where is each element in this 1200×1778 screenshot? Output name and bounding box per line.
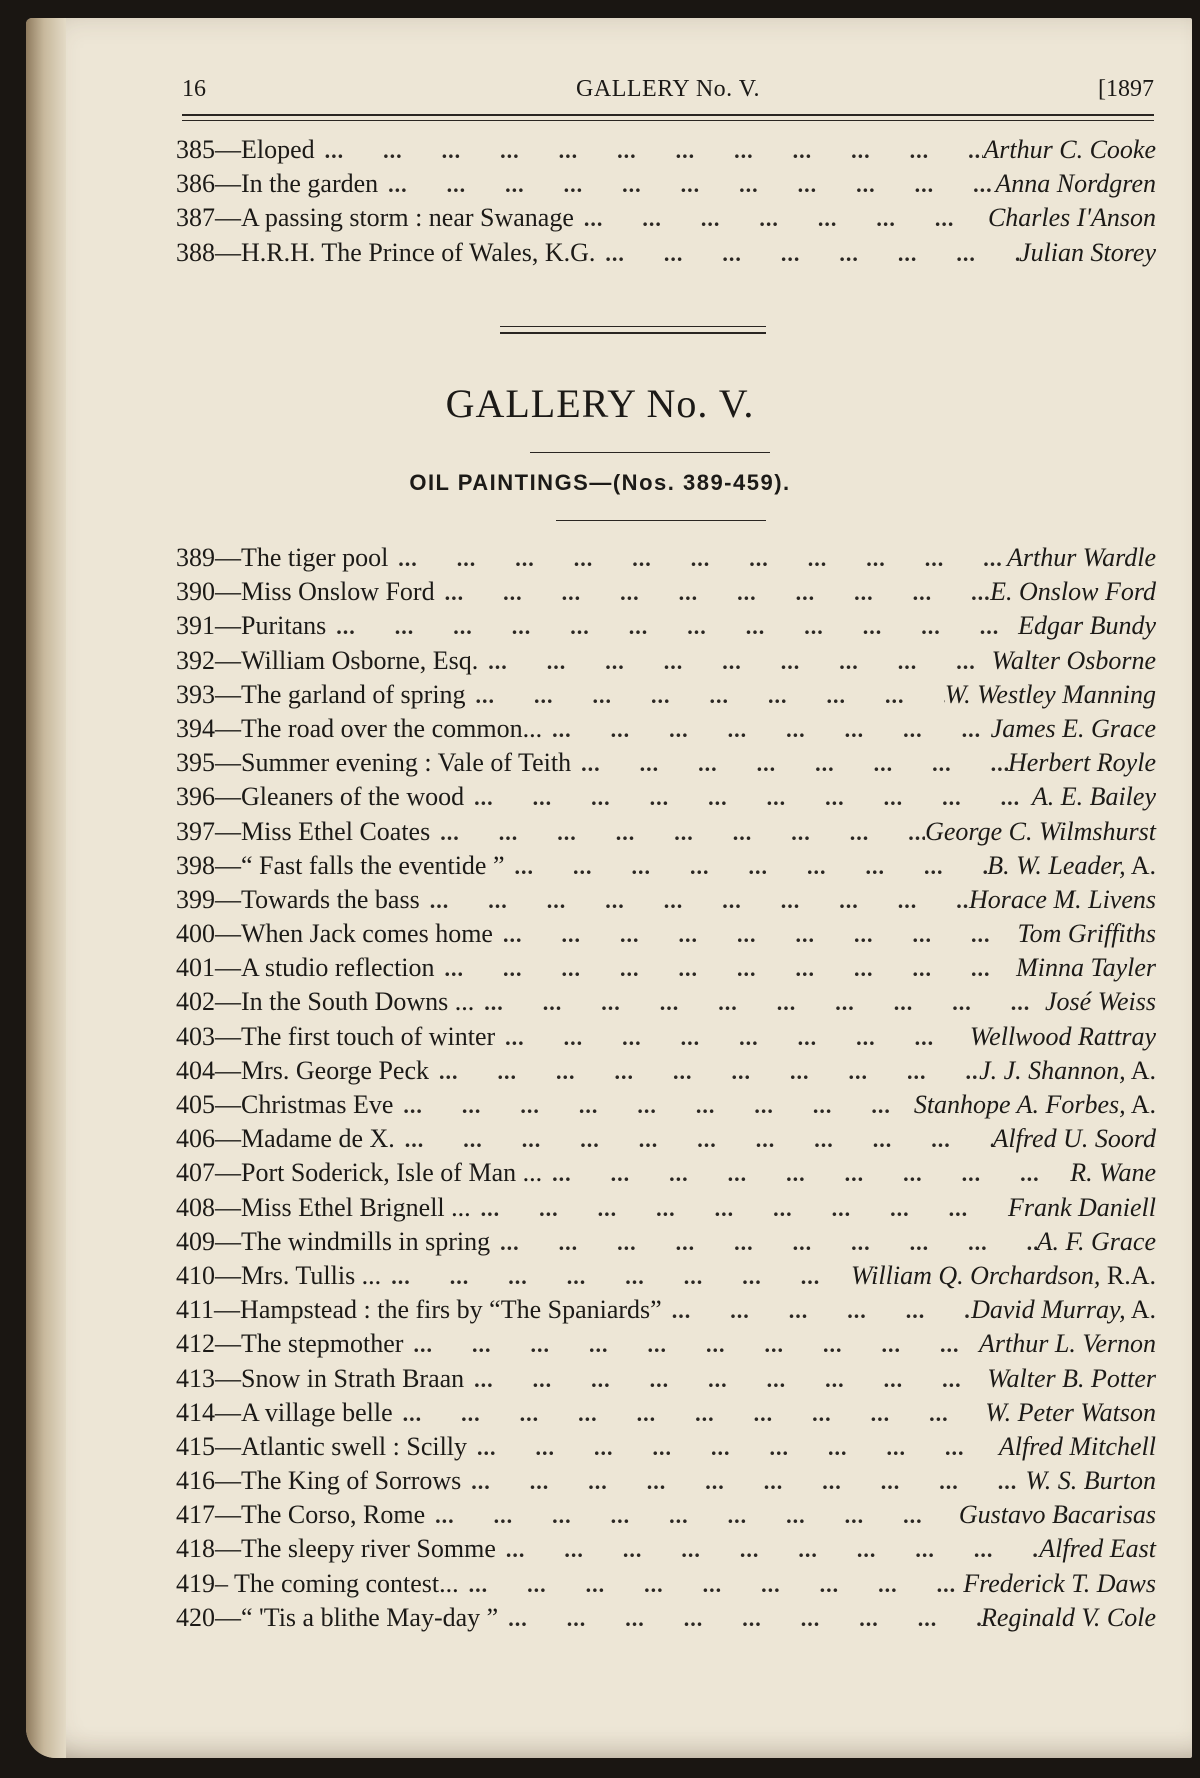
catalogue-entry	[176, 1295, 1156, 1329]
entry-artist	[1039, 1534, 1156, 1564]
dot-leader	[381, 1264, 851, 1290]
catalogue-entry	[176, 885, 1156, 919]
entry-number: 407	[176, 1158, 215, 1188]
entry-title: —Miss Ethel Brignell ...	[215, 1192, 471, 1222]
catalogue-entry	[176, 919, 1156, 953]
dot-leader	[571, 751, 1008, 777]
artist-name: Julian Storey	[1019, 237, 1156, 267]
artist-name: E. Onslow Ford	[990, 577, 1156, 607]
catalogue-entry	[176, 646, 1156, 680]
dot-leader	[542, 1161, 1070, 1187]
entry-artist	[1018, 919, 1156, 949]
dot-leader	[464, 1367, 987, 1393]
entry-artist	[1032, 782, 1156, 812]
entry-number: 420	[176, 1602, 215, 1632]
catalogue-entry	[176, 1124, 1156, 1158]
dot-leader	[425, 1503, 959, 1529]
entry-number: 399	[176, 884, 215, 914]
page-gutter	[26, 18, 66, 1758]
header-year: [1897	[1098, 76, 1154, 102]
entry-title: —Gleaners of the wood	[215, 782, 465, 812]
dot-leader	[474, 990, 1045, 1016]
dot-leader	[471, 1196, 1008, 1222]
artist-name: Alfred East	[1039, 1534, 1156, 1564]
gallery-title: GALLERY No. V.	[445, 381, 755, 426]
running-title: GALLERY No. V.	[576, 76, 760, 102]
entry-number: 401	[176, 953, 215, 983]
dot-leader	[459, 1572, 964, 1598]
artist-name: W. Peter Watson	[985, 1397, 1156, 1427]
dot-leader	[435, 956, 1017, 982]
entry-artist	[1070, 1158, 1156, 1188]
entry-artist	[981, 1603, 1156, 1633]
artist-name: Frank Daniell	[1007, 1192, 1156, 1222]
entry-artist	[1008, 1193, 1156, 1223]
entry-title: —Mrs. George Peck	[215, 1055, 429, 1085]
artist-name: Walter Osborne	[991, 645, 1156, 675]
dot-leader	[420, 888, 969, 914]
entry-artist	[987, 1364, 1156, 1394]
entry-title: —Christmas Eve	[215, 1090, 394, 1119]
entry-artist	[1018, 611, 1156, 641]
dot-leader	[595, 241, 1019, 267]
catalogue-entry	[176, 543, 1156, 577]
entry-artist	[971, 1295, 1156, 1325]
entry-artist	[979, 1056, 1156, 1086]
entry-title: —The King of Sorrows	[215, 1466, 462, 1496]
entry-number: 410	[176, 1260, 215, 1290]
artist-name: José Weiss	[1045, 987, 1156, 1017]
catalogue-entry	[176, 953, 1156, 987]
entry-title: —A passing storm : near Swanage	[215, 203, 574, 233]
entry-number: 405	[176, 1090, 215, 1119]
paintings-list	[176, 543, 1156, 1637]
artist-name: Reginald V. Cole	[980, 1602, 1156, 1632]
entry-title: – The coming contest...	[215, 1568, 459, 1598]
entry-number: 402	[176, 987, 215, 1017]
artist-name: Edgar Bundy	[1018, 611, 1156, 641]
dot-leader	[498, 1606, 981, 1632]
catalogue-entry	[176, 1193, 1156, 1227]
catalogue-entry	[176, 748, 1156, 782]
entry-artist	[1007, 543, 1156, 573]
entry-artist	[1026, 1466, 1157, 1496]
dot-leader	[461, 1469, 1025, 1495]
entry-number: 403	[176, 1021, 215, 1051]
artist-name: Alfred Mitchell	[998, 1431, 1156, 1461]
entry-number: 391	[176, 611, 215, 641]
entry-artist	[851, 1261, 1156, 1291]
catalogue-entry	[176, 1534, 1156, 1568]
catalogue-entry	[176, 1158, 1156, 1192]
catalogue-entry	[176, 714, 1156, 748]
entry-number: 392	[176, 645, 215, 675]
entry-artist	[969, 885, 1156, 915]
entry-artist	[1045, 987, 1156, 1017]
catalogue-entry	[176, 1432, 1156, 1466]
artist-name: W. Westley Manning	[944, 679, 1156, 709]
entry-title: —Summer evening : Vale of Teith	[215, 748, 572, 778]
artist-name: W. S. Burton	[1025, 1466, 1156, 1496]
artist-suffix: A.	[1125, 850, 1156, 880]
section-rule	[556, 520, 766, 521]
catalogue-entry	[176, 1398, 1156, 1432]
entry-artist	[1008, 748, 1156, 778]
dot-leader	[326, 614, 1018, 640]
page-number: 16	[182, 76, 206, 102]
entry-number: 411	[176, 1295, 215, 1325]
entry-title: —The Corso, Rome	[215, 1500, 426, 1530]
entry-title: —Hampstead : the firs by “The Spaniards”	[214, 1295, 662, 1325]
entry-title: —H.R.H. The Prince of Wales, K.G.	[215, 237, 596, 267]
entry-title: —A village belle	[215, 1397, 393, 1427]
artist-name: A. F. Grace	[1036, 1226, 1156, 1256]
entry-artist	[988, 203, 1156, 233]
entry-number: 419	[176, 1568, 215, 1598]
entry-title: —Snow in Strath Braan	[215, 1363, 465, 1393]
entry-artist	[979, 1329, 1156, 1359]
entry-number: 396	[176, 782, 215, 812]
entry-title: —A studio reflection	[215, 953, 435, 983]
artist-name: Walter B. Potter	[987, 1363, 1156, 1393]
dot-leader	[505, 854, 988, 880]
entry-title: —The stepmother	[215, 1329, 404, 1359]
catalogue-entry	[176, 1603, 1156, 1637]
artist-name: Charles I'Anson	[987, 203, 1156, 233]
dot-leader	[662, 1298, 971, 1324]
entry-title: —Towards the bass	[215, 884, 420, 914]
entry-number: 408	[176, 1192, 215, 1222]
entry-title: —Madame de X.	[215, 1124, 395, 1154]
artist-suffix: A.	[1125, 1055, 1156, 1085]
catalogue-entry	[176, 817, 1156, 851]
entry-number: 398	[176, 850, 215, 880]
catalogue-entry	[176, 987, 1156, 1021]
entry-number: 385	[176, 135, 215, 164]
entry-artist	[990, 577, 1156, 607]
dot-leader	[395, 1127, 993, 1153]
entry-title: —Puritans	[215, 611, 327, 641]
catalogue-entry	[176, 1569, 1156, 1603]
catalogue-entry	[176, 169, 1156, 203]
entry-number: 393	[176, 679, 215, 709]
entry-title: —The sleepy river Somme	[215, 1534, 496, 1564]
artist-name: Herbert Royle	[1007, 748, 1156, 778]
entry-number: 395	[176, 748, 215, 778]
entry-artist	[925, 817, 1156, 847]
catalogue-entry	[176, 851, 1156, 885]
catalogue-entry	[176, 1466, 1156, 1500]
entry-title: —Port Soderick, Isle of Man ...	[215, 1158, 543, 1188]
dot-leader	[495, 1025, 970, 1051]
entry-number: 409	[176, 1226, 215, 1256]
previous-gallery-list	[176, 135, 1156, 272]
entry-number: 387	[176, 203, 215, 233]
entry-number: 389	[176, 543, 215, 572]
artist-name: Anna Nordgren	[995, 169, 1156, 199]
entry-artist	[987, 851, 1156, 881]
artist-name: B. W. Leader,	[987, 850, 1126, 880]
catalogue-entry	[176, 238, 1156, 272]
artist-name: William Q. Orchardson,	[850, 1260, 1101, 1290]
entry-number: 418	[176, 1534, 215, 1564]
entry-number: 404	[176, 1055, 215, 1085]
artist-name: Arthur Wardle	[1006, 543, 1156, 572]
entry-title: —The garland of spring	[215, 679, 466, 709]
entry-artist	[993, 1124, 1156, 1154]
artist-name: Horace M. Livens	[968, 884, 1156, 914]
dot-leader	[388, 546, 1007, 572]
entry-artist	[983, 135, 1156, 165]
entry-title: —In the garden	[215, 169, 379, 199]
entry-artist	[1016, 953, 1156, 983]
artist-name: R. Wane	[1070, 1158, 1156, 1188]
entry-artist	[959, 1500, 1156, 1530]
entry-artist	[914, 1090, 1156, 1120]
entry-number: 415	[176, 1431, 215, 1461]
entry-number: 412	[176, 1329, 215, 1359]
section-heading: OIL PAINTINGS—(Nos. 389-459).	[409, 470, 791, 495]
dot-leader	[430, 820, 925, 846]
catalogue-entry	[176, 577, 1156, 611]
artist-name: James E. Grace	[990, 713, 1156, 743]
dot-leader	[435, 580, 991, 606]
entry-number: 416	[176, 1466, 215, 1496]
entry-number: 406	[176, 1124, 215, 1154]
entry-artist	[999, 1432, 1156, 1462]
title-rule	[530, 452, 770, 453]
catalogue-entry	[176, 1500, 1156, 1534]
artist-suffix: R.A.	[1100, 1260, 1156, 1290]
entry-title: —When Jack comes home	[215, 919, 493, 949]
entry-number: 414	[176, 1397, 215, 1427]
entry-artist	[963, 1569, 1156, 1599]
entry-title: —The first touch of winter	[215, 1021, 496, 1051]
artist-name: Gustavo Bacarisas	[958, 1500, 1156, 1530]
catalogue-entry	[176, 1022, 1156, 1056]
running-header	[182, 76, 1154, 110]
catalogue-entry	[176, 1056, 1156, 1090]
entry-number: 417	[176, 1500, 215, 1530]
entry-number: 390	[176, 577, 215, 607]
entry-artist	[945, 680, 1156, 710]
entry-title: —Miss Ethel Coates	[215, 816, 431, 846]
catalogue-entry	[176, 782, 1156, 816]
artist-name: David Murray,	[971, 1295, 1126, 1325]
artist-name: Arthur L. Vernon	[979, 1329, 1156, 1359]
dot-leader	[429, 1059, 979, 1085]
artist-name: Minna Tayler	[1016, 953, 1156, 983]
artist-name: Frederick T. Daws	[963, 1568, 1156, 1598]
dot-leader	[467, 1435, 999, 1461]
entry-title: —Atlantic swell : Scilly	[215, 1431, 468, 1461]
entry-title: —The windmills in spring	[215, 1226, 491, 1256]
catalogue-entry	[176, 680, 1156, 714]
section-separator	[500, 326, 766, 334]
artist-suffix: A.	[1125, 1295, 1156, 1325]
entry-title: —“ 'Tis a blithe May-day ”	[215, 1602, 499, 1632]
entry-artist	[1037, 1227, 1156, 1257]
header-rule	[182, 114, 1154, 121]
dot-leader	[542, 717, 991, 743]
artist-name: A. E. Bailey	[1031, 782, 1156, 812]
entry-title: —In the South Downs ...	[215, 987, 475, 1017]
catalogue-entry	[176, 1090, 1156, 1124]
dot-leader	[496, 1537, 1039, 1563]
entry-artist	[1019, 238, 1156, 268]
entry-title: —The road over the common...	[215, 713, 543, 743]
dot-leader	[490, 1230, 1036, 1256]
catalogue-entry	[176, 1329, 1156, 1363]
dot-leader	[315, 138, 984, 164]
dot-leader	[466, 683, 945, 709]
dot-leader	[478, 649, 991, 675]
dot-leader	[393, 1401, 986, 1427]
artist-suffix: A.	[1125, 1090, 1156, 1119]
dot-leader	[378, 172, 995, 198]
catalogue-entry	[176, 203, 1156, 237]
artist-name: J. J. Shannon,	[979, 1055, 1126, 1085]
entry-number: 400	[176, 919, 215, 949]
catalogue-entry	[176, 1364, 1156, 1398]
entry-number: 388	[176, 237, 215, 267]
dot-leader	[393, 1093, 913, 1119]
catalogue-entry	[176, 611, 1156, 645]
artist-name: Wellwood Rattray	[969, 1021, 1156, 1051]
entry-artist	[985, 1398, 1156, 1428]
dot-leader	[493, 922, 1018, 948]
dot-leader	[574, 206, 988, 232]
entry-artist	[991, 714, 1156, 744]
entry-number: 386	[176, 169, 215, 199]
artist-name: Alfred U. Soord	[992, 1124, 1156, 1154]
entry-title: —William Osborne, Esq.	[215, 645, 479, 675]
entry-artist	[995, 169, 1156, 199]
artist-name: Stanhope A. Forbes,	[913, 1090, 1126, 1119]
dot-leader	[403, 1332, 979, 1358]
entry-title: —Eloped	[215, 135, 315, 164]
dot-leader	[464, 785, 1032, 811]
artist-name: George C. Wilmshurst	[925, 816, 1156, 846]
entry-title: —Mrs. Tullis ...	[215, 1260, 382, 1290]
catalogue-entry	[176, 1227, 1156, 1261]
catalogue-entry	[176, 135, 1156, 169]
entry-title: —“ Fast falls the eventide ”	[215, 850, 505, 880]
entry-number: 394	[176, 713, 215, 743]
artist-name: Tom Griffiths	[1017, 919, 1156, 949]
entry-number: 397	[176, 816, 215, 846]
artist-name: Arthur C. Cooke	[983, 135, 1156, 164]
catalogue-entry	[176, 1261, 1156, 1295]
entry-artist	[992, 646, 1156, 676]
entry-title: —Miss Onslow Ford	[215, 577, 435, 607]
entry-title: —The tiger pool	[215, 543, 389, 572]
entry-number: 413	[176, 1363, 215, 1393]
entry-artist	[970, 1022, 1156, 1052]
